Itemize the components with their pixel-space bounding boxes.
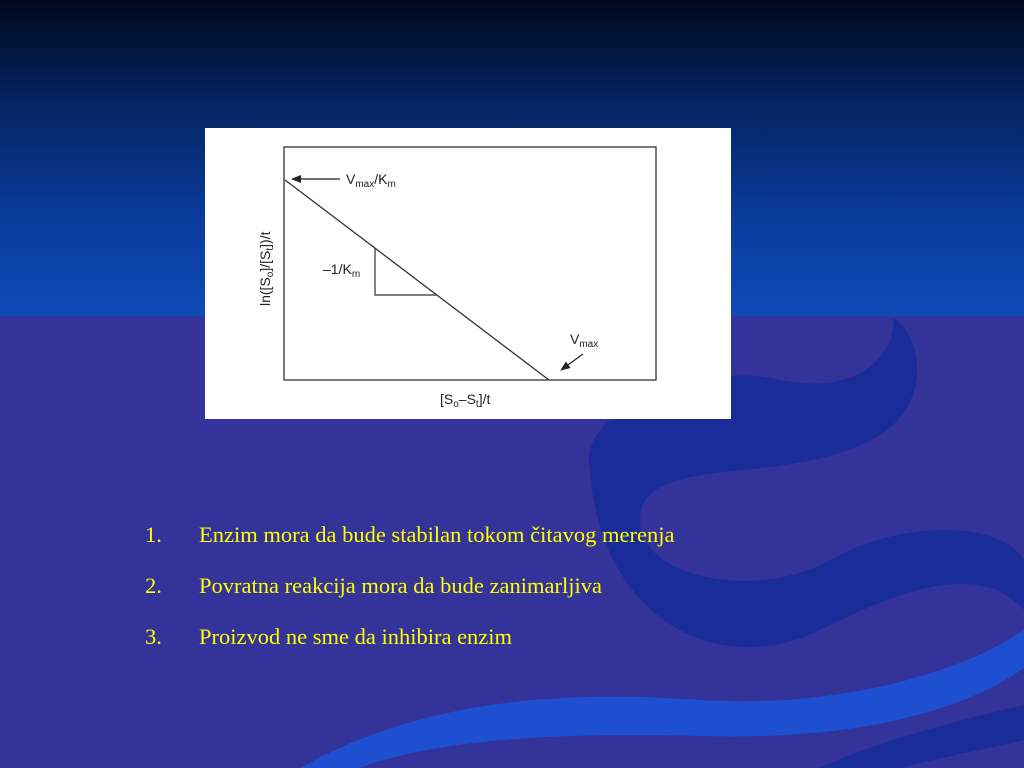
rate-plot-figure	[205, 128, 731, 419]
intercept-label: $V_{max}/K_m$	[346, 171, 396, 190]
conditions-list	[145, 515, 965, 668]
x-intercept-arrow	[561, 354, 583, 370]
list-item-number: 3.	[145, 624, 162, 649]
y-axis-label: $\ln([S_o]/[S_t])/t$	[257, 231, 276, 306]
x-intercept-label: $V_{max}$	[570, 331, 599, 350]
list-item-number: 2.	[145, 573, 162, 598]
list-item-text: Povratna reakcija mora da bude zanimarljiva	[199, 573, 602, 598]
list-item	[145, 566, 965, 617]
list-item-text: Enzim mora da bude stabilan tokom čitavog merenja	[199, 522, 675, 547]
rate-plot-svg	[205, 128, 731, 419]
list-item	[145, 617, 965, 668]
list-item	[145, 515, 965, 566]
rate-line	[285, 180, 549, 380]
list-item-number: 1.	[145, 522, 162, 547]
x-axis-label: $[S_o-S_t]/t$	[440, 391, 491, 410]
list-item-text: Proizvod ne sme da inhibira enzim	[199, 624, 513, 649]
slope-label: $-1/K_m$	[323, 261, 361, 280]
